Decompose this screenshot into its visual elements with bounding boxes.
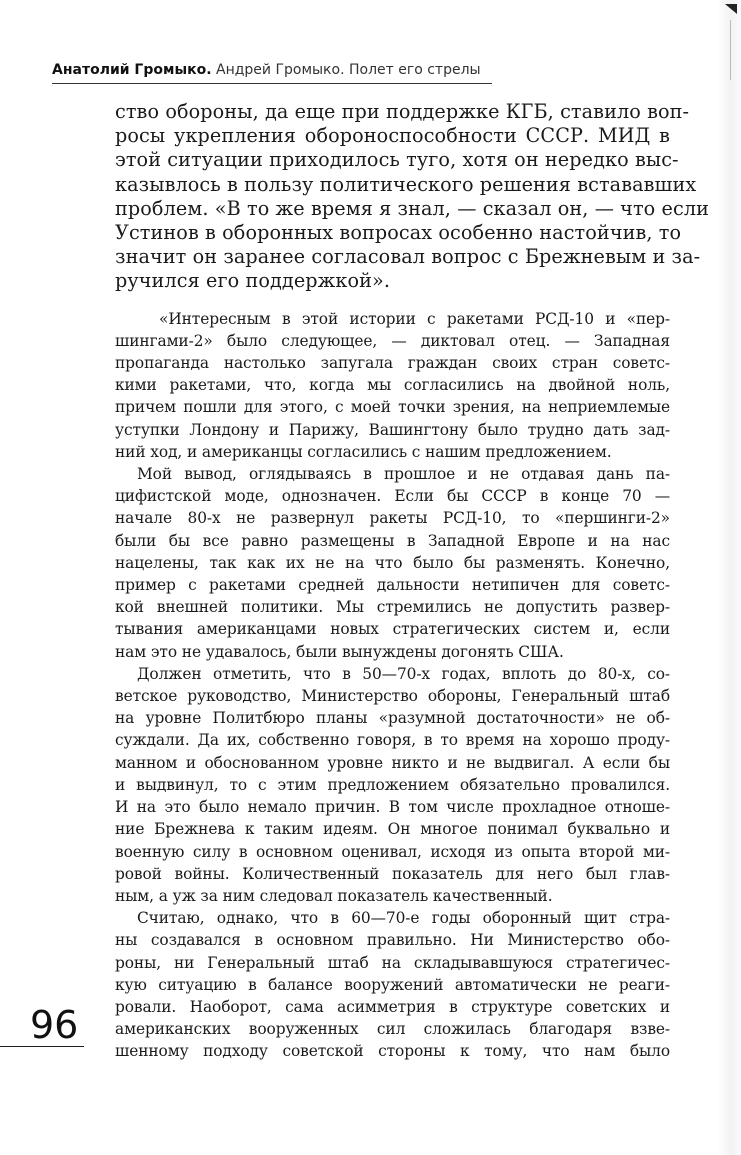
quote-paragraph xyxy=(115,308,670,463)
text-line: кой внешней политики. Мы стремились не допустить развер- xyxy=(115,598,670,617)
scan-edge-shadow xyxy=(717,0,741,1155)
running-head-author: Анатолий Громыко. xyxy=(52,62,212,78)
quote-block xyxy=(115,308,670,1063)
text-line: манном и обоснованном уровне никто и не выдвигал. А если бы xyxy=(115,753,670,772)
page-number-rule xyxy=(0,1046,84,1047)
text-line: нам это не удавалось, были вынуждены догонять США. xyxy=(115,642,564,661)
scan-corner-mark xyxy=(725,4,737,14)
page-number: 96 xyxy=(30,1003,79,1047)
text-line: ровой войны. Количественный показатель для него был глав- xyxy=(115,864,670,883)
text-line: ным, а уж за ним следовал показатель качественный. xyxy=(115,886,553,905)
text-line: тывания американцами новых стратегических систем и, если xyxy=(115,620,670,639)
text-line: проблем. «В то же время я знал, — сказал он, — что если xyxy=(115,196,710,220)
text-line: уступки Лондону и Парижу, Вашингтону было трудно дать зад- xyxy=(115,420,670,439)
text-line: «Интересным в этой истории с ракетами РСД-10 и «пер- xyxy=(159,309,670,328)
quote-paragraph xyxy=(115,663,670,907)
running-head-title: Андрей Громыко. Полет его стрелы xyxy=(211,62,481,78)
text-line: пример с ракетами средней дальности нетипичен для советс- xyxy=(115,576,670,595)
text-line: цифистской моде, однозначен. Если бы СССР в конце 70 — xyxy=(115,487,670,506)
text-line: нацелены, так как их не на что было бы разменять. Конечно, xyxy=(115,553,670,572)
text-line: шенному подходу советской стороны к тому, что нам было xyxy=(115,1042,670,1061)
quote-paragraph xyxy=(115,463,670,663)
text-line: Мой вывод, оглядываясь в прошлое и не отдавая дань па- xyxy=(137,465,670,484)
quote-paragraph xyxy=(115,907,670,1062)
scan-edge-line xyxy=(730,20,731,80)
text-line: Должен отметить, что в 50—70-х годах, вплоть до 80-х, со- xyxy=(137,664,670,683)
text-line: на уровне Политбюро планы «разумной достаточности» не об- xyxy=(115,709,670,728)
text-line: этой ситуации приходилось туго, хотя он нередко выс- xyxy=(115,148,679,172)
text-line: кую ситуацию в балансе вооружений автоматически не реаги- xyxy=(115,975,670,994)
text-line: ний ход, и американцы согласились с нашим предложением. xyxy=(115,442,612,461)
text-line: были бы все равно размещены в Западной Европе и на нас xyxy=(115,531,670,550)
text-line: ветское руководство, Министерство обороны, Генеральный штаб xyxy=(115,687,670,706)
text-line: ны создавался в основном правильно. Ни Министерство обо- xyxy=(115,931,670,950)
running-head xyxy=(52,62,492,84)
text-line: пропаганда настолько запугала граждан своих стран советс- xyxy=(115,354,670,373)
text-line: Считаю, однако, что в 60—70-е годы оборонный щит стра- xyxy=(137,909,670,928)
text-line: ровали. Наоборот, сама асимметрия в структуре советских и xyxy=(115,997,670,1016)
text-line: роны, ни Генеральный штаб на складывавшуюся стратегичес- xyxy=(115,953,670,972)
text-line: причем пошли для этого, с моей точки зрения, на неприемлемые xyxy=(115,398,670,417)
text-line: ние Брежнева к таким идеям. Он многое понимал буквально и xyxy=(115,820,670,839)
text-line: ручился его поддержкой». xyxy=(115,269,391,293)
text-line: американских вооруженных сил сложилась благодаря взве- xyxy=(115,1020,670,1039)
text-line: значит он заранее согласовал вопрос с Брежневым и за- xyxy=(115,245,701,269)
text-line: Устинов в оборонных вопросах особенно настойчив, то xyxy=(115,221,682,245)
text-line: начале 80-х не развернул ракеты РСД-10, то «першинги-2» xyxy=(115,509,670,528)
text-line: росы укрепления обороноспособности СССР. МИД в xyxy=(115,124,670,148)
text-line: шингами-2» было следующее, — диктовал отец. — Западная xyxy=(115,331,670,350)
text-line: военную силу в основном оценивал, исходя из опыта второй ми- xyxy=(115,842,670,861)
text-line: кими ракетами, что, когда мы согласились на двойной ноль, xyxy=(115,376,670,395)
text-line: суждали. Да их, собственно говоря, в то время на хорошо проду- xyxy=(115,731,670,750)
main-paragraph xyxy=(115,100,710,294)
page-body xyxy=(115,100,710,1063)
text-line: И на это было немало причин. В том числе прохладное отноше- xyxy=(115,798,670,817)
text-line: ство обороны, да еще при поддержке КГБ, ставило воп- xyxy=(115,100,690,123)
text-line: казывлось в пользу политического решения встававших xyxy=(115,172,697,196)
text-line: и выдвинул, то с этим предложением обязательно провалился. xyxy=(115,775,670,794)
